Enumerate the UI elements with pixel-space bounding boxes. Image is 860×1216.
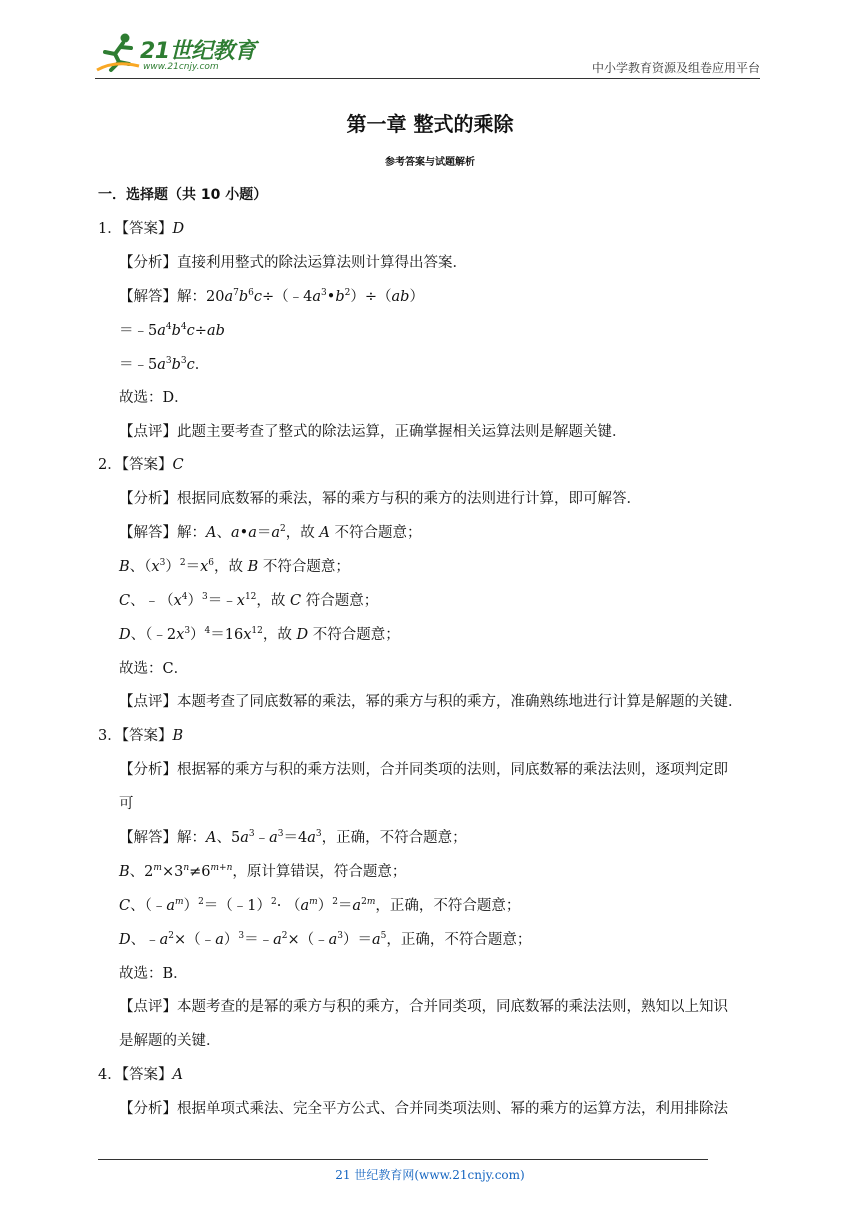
page-title: 第一章 整式的乘除	[346, 112, 514, 136]
q2-comment: 【点评】本题考查了同底数幂的乘法，幂的乘方与积的乘方，准确熟练地进行计算是解题的关键．	[119, 694, 743, 710]
q1-answer-line: 1．【答案】D	[98, 221, 185, 237]
q4-answer-line: 4．【答案】A	[98, 1067, 183, 1083]
logo-url: www.21cnjy.com	[143, 62, 219, 72]
q3-answer-line: 3．【答案】B	[98, 728, 184, 744]
q3-comment-2: 是解题的关键．	[119, 1033, 221, 1049]
q3-solution-b: B、$2^m\times 3^n\ne 6^{m+n}$，原计算错误，符合题意；	[119, 863, 407, 880]
page-subtitle: 参考答案与试题解析	[385, 157, 475, 168]
q2-solution-b: B、$(x^3)^2=x^6$，故 B 不符合题意；	[119, 558, 350, 575]
q2-answer-line: 2．【答案】C	[98, 457, 184, 473]
runner-logo-icon	[95, 30, 143, 76]
footer-divider	[98, 1159, 708, 1160]
q3-analysis-2: 可	[119, 796, 134, 812]
q3-choose: 故选：B．	[119, 966, 188, 982]
q1-choose: 故选：D．	[119, 390, 189, 406]
platform-name: 中小学教育资源及组卷应用平台	[591, 61, 760, 75]
q1-solution-2: $=﹣5a^4b^4c\div ab$	[119, 322, 225, 339]
q3-solution-c: C、$(﹣a^m)^2=(﹣1)^2\cdot (a^m)^2=a^{2m}$，正确，不符合题意；	[119, 897, 521, 914]
q3-solution-d: D、$﹣a^2\times(﹣a)^3=﹣a^2\times(﹣a^3)=a^5$，正确，不符合题意；	[119, 931, 532, 948]
q2-solution-d: D、$(﹣2x^3)^4=16x^{12}$，故 D 不符合题意；	[119, 626, 400, 643]
q2-analysis: 【分析】根据同底数幂的乘法，幂的乘方与积的乘方的法则进行计算，即可解答．	[119, 491, 641, 507]
q1-solution-1: 【解答】解：$20a^7b^6c\div(﹣4a^3•b^2)\div(ab)$	[119, 288, 424, 305]
q3-comment-1: 【点评】本题考查的是幂的乘方与积的乘方，合并同类项，同底数幂的乘法法则，熟知以上知识	[119, 999, 728, 1015]
site-logo	[95, 30, 265, 76]
section-heading: 一．选择题（共 10 小题）	[98, 187, 268, 203]
logo-text: 21世纪教育	[140, 39, 256, 64]
q1-solution-3: $=﹣5a^3b^3c$．	[119, 356, 210, 373]
q3-analysis-1: 【分析】根据幂的乘方与积的乘方法则，合并同类项的法则，同底数幂的乘法法则，逐项判定即	[119, 762, 728, 778]
q2-solution-a: 【解答】解：A、$a•a=a^2$，故 A 不符合题意；	[119, 524, 422, 541]
page-header	[95, 30, 760, 79]
footer-link[interactable]: 21 世纪教育网(www.21cnjy.com)	[335, 1168, 525, 1182]
q1-analysis: 【分析】直接利用整式的除法运算法则计算得出答案．	[119, 255, 467, 271]
q1-comment: 【点评】此题主要考查了整式的除法运算，正确掌握相关运算法则是解题关键．	[119, 424, 627, 440]
q4-analysis-1: 【分析】根据单项式乘法、完全平方公式、合并同类项法则、幂的乘方的运算方法，利用排除法	[119, 1101, 728, 1117]
q2-solution-c: C、$﹣(x^4)^3=﹣x^{12}$，故 C 符合题意；	[119, 592, 379, 609]
q2-choose: 故选：C．	[119, 661, 189, 677]
q3-solution-a: 【解答】解：A、$5a^3﹣a^3=4a^3$，正确，不符合题意；	[119, 829, 467, 846]
